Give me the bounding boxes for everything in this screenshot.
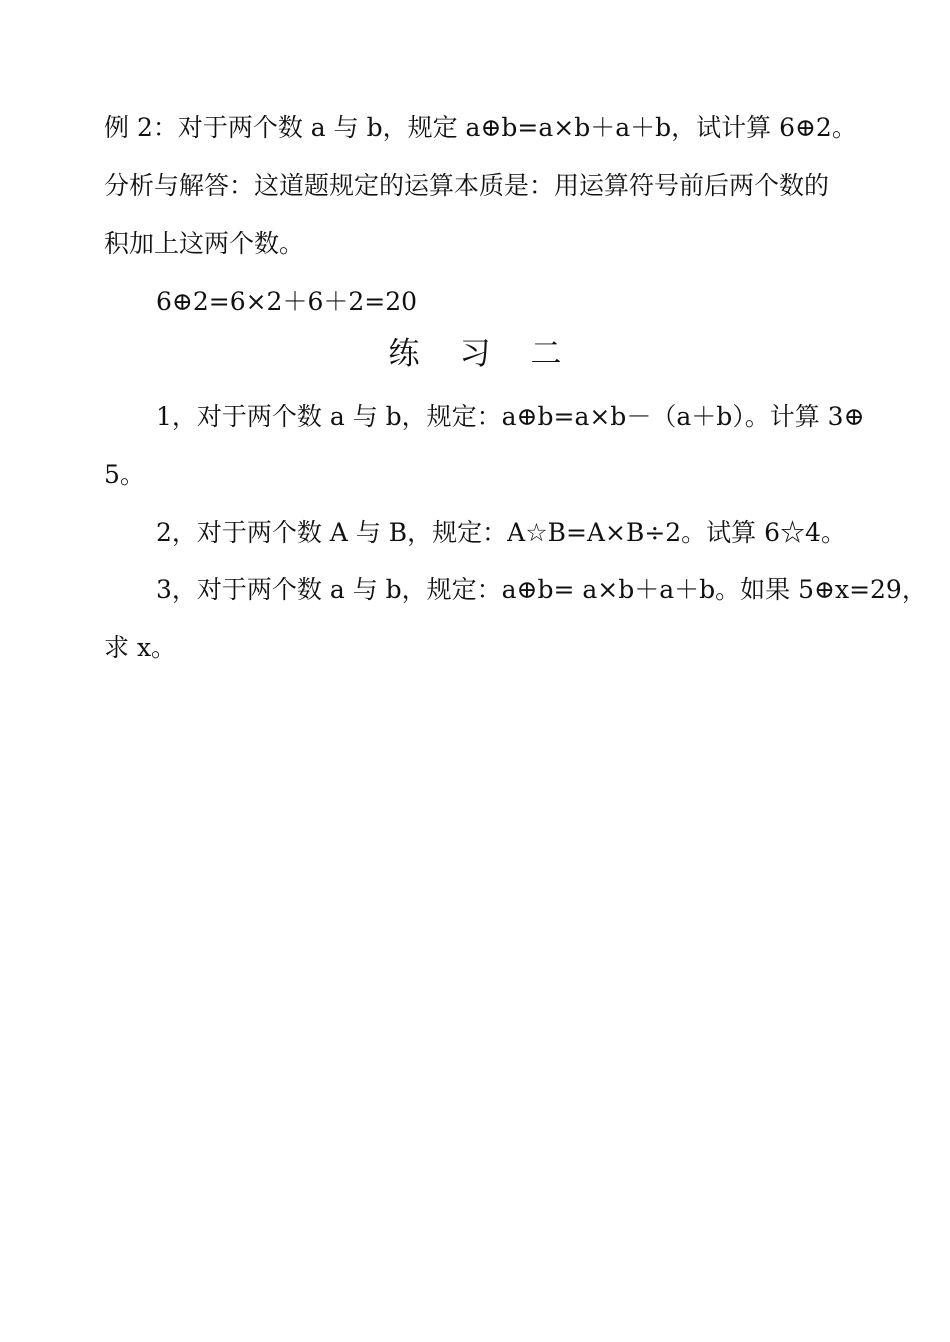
practice-question-3-line-1: 3，对于两个数 a 与 b，规定：a⊕b= a×b＋a＋b。如果 5⊕x=29， [156,575,927,604]
practice-heading-char-3: 二 [530,336,562,372]
practice-question-2: 2，对于两个数 A 与 B，规定：A☆B=A×B÷2。试算 6☆4。 [156,518,846,547]
example-2-calculation: 6⊕2=6×2＋6＋2=20 [156,287,418,316]
practice-heading [0,336,950,372]
example-2-analysis-line-1: 分析与解答：这道题规定的运算本质是：用运算符号前后两个数的 [104,171,830,200]
practice-question-1-line-1: 1，对于两个数 a 与 b，规定：a⊕b=a×b－（a＋b）。计算 3⊕ [156,402,865,431]
practice-question-1-line-2: 5。 [104,460,145,489]
practice-heading-char-1: 练 [388,336,420,372]
practice-heading-char-2: 习 [459,336,491,372]
practice-question-3-line-2: 求 x。 [104,633,177,662]
example-2-statement: 例 2：对于两个数 a 与 b，规定 a⊕b=a×b＋a＋b，试计算 6⊕2。 [104,113,857,142]
example-2-analysis-line-2: 积加上这两个数。 [104,229,305,258]
